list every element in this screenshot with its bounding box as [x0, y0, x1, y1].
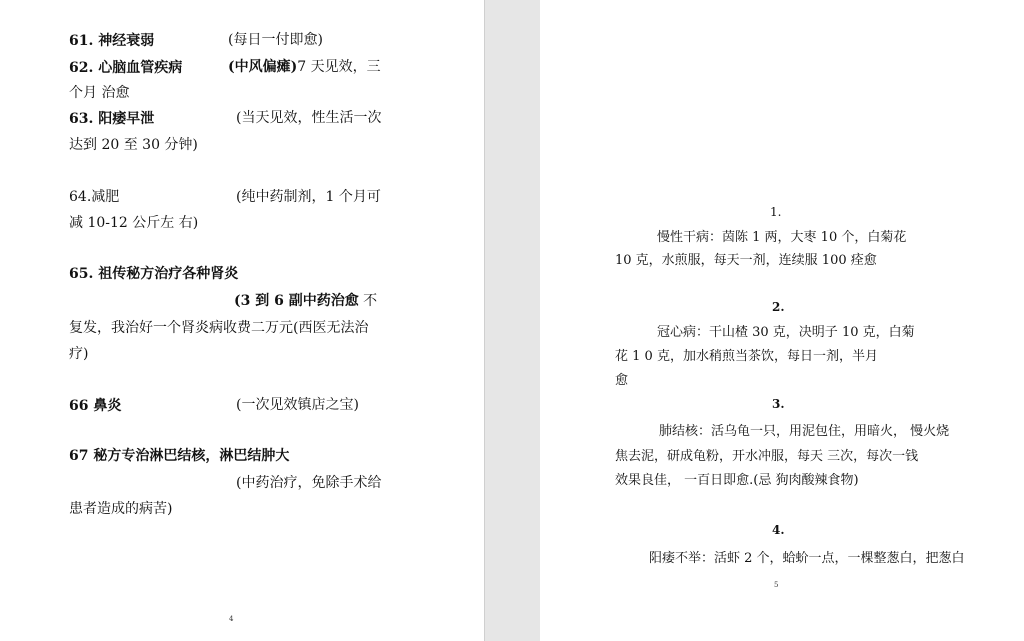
section-1-line-2: 10 克，水煎服，每天一剂，连续服 100 痊愈	[615, 253, 877, 268]
section-3-line-2: 焦去泥，研成龟粉，开水冲服，每天 三次，每次一钱	[615, 449, 919, 464]
item-67-cont: 患者造成的病苦)	[69, 501, 173, 517]
item-62-note-bold: (中风偏瘫)	[228, 59, 298, 75]
item-65-note-rest: 不	[358, 293, 378, 309]
item-63-title: 63. 阳痿早泄	[69, 111, 155, 127]
section-2-line-3: 愈	[615, 373, 629, 388]
page-gap	[484, 0, 542, 641]
item-65-note-bold: (3 到 6 副中药治愈	[234, 293, 359, 309]
item-64-note: (纯中药制剂，1 个月可	[236, 189, 381, 205]
section-2-line-2: 花 1 0 克，加水稍煎当茶饮，每日一剂，半月	[615, 349, 878, 364]
page-number-right: 5	[774, 581, 779, 589]
item-62-note-rest: 7 天见效，三	[297, 59, 381, 75]
page-number-left: 4	[229, 615, 234, 623]
item-64-title: 64.减肥	[69, 189, 120, 205]
item-62-note	[228, 58, 381, 76]
section-3-line-1: 肺结核：活乌龟一只，用泥包住，用暗火， 慢火烧	[659, 424, 950, 439]
item-66-note: (一次见效镇店之宝)	[236, 397, 359, 413]
left-page	[0, 0, 484, 641]
item-63-cont: 达到 20 至 30 分钟)	[69, 137, 198, 153]
item-61-note: (每日一付即愈)	[228, 32, 323, 48]
item-65-title: 65. 祖传秘方治疗各种肾炎	[69, 266, 239, 282]
section-3-line-3: 效果良佳， 一百日即愈.(忌 狗肉酸辣食物)	[615, 473, 859, 488]
right-page	[540, 0, 1024, 641]
item-64-cont: 减 10-12 公斤左 右)	[69, 215, 199, 231]
item-67-note: (中药治疗，免除手术给	[236, 475, 382, 491]
item-63-note: (当天见效，性生活一次	[236, 110, 382, 126]
item-61-title: 61. 神经衰弱	[69, 33, 155, 49]
item-62-title: 62. 心脑血管疾病	[69, 60, 183, 76]
section-1-number: 1.	[770, 205, 782, 219]
section-4-number: 4.	[772, 523, 785, 537]
item-65-note	[234, 292, 377, 310]
section-3-number: 3.	[772, 397, 785, 411]
section-1-line-1: 慢性干病：茵陈 1 两，大枣 10 个，白菊花	[657, 230, 907, 245]
item-67-title: 67 秘方专治淋巴结核，淋巴结肿大	[69, 448, 290, 464]
item-62-cont: 个月 治愈	[69, 85, 130, 101]
section-2-line-1: 冠心病：干山楂 30 克，决明子 10 克，白菊	[657, 325, 915, 340]
item-66-title: 66 鼻炎	[69, 398, 122, 414]
section-2-number: 2.	[772, 300, 785, 314]
item-65-cont: 复发，我治好一个肾炎病收费二万元(西医无法治	[69, 320, 369, 336]
item-65-cont2: 疗)	[69, 346, 89, 362]
section-4-line-1: 阳痿不举：活虾 2 个，蛤蚧一点，一棵整葱白，把葱白	[649, 551, 965, 566]
